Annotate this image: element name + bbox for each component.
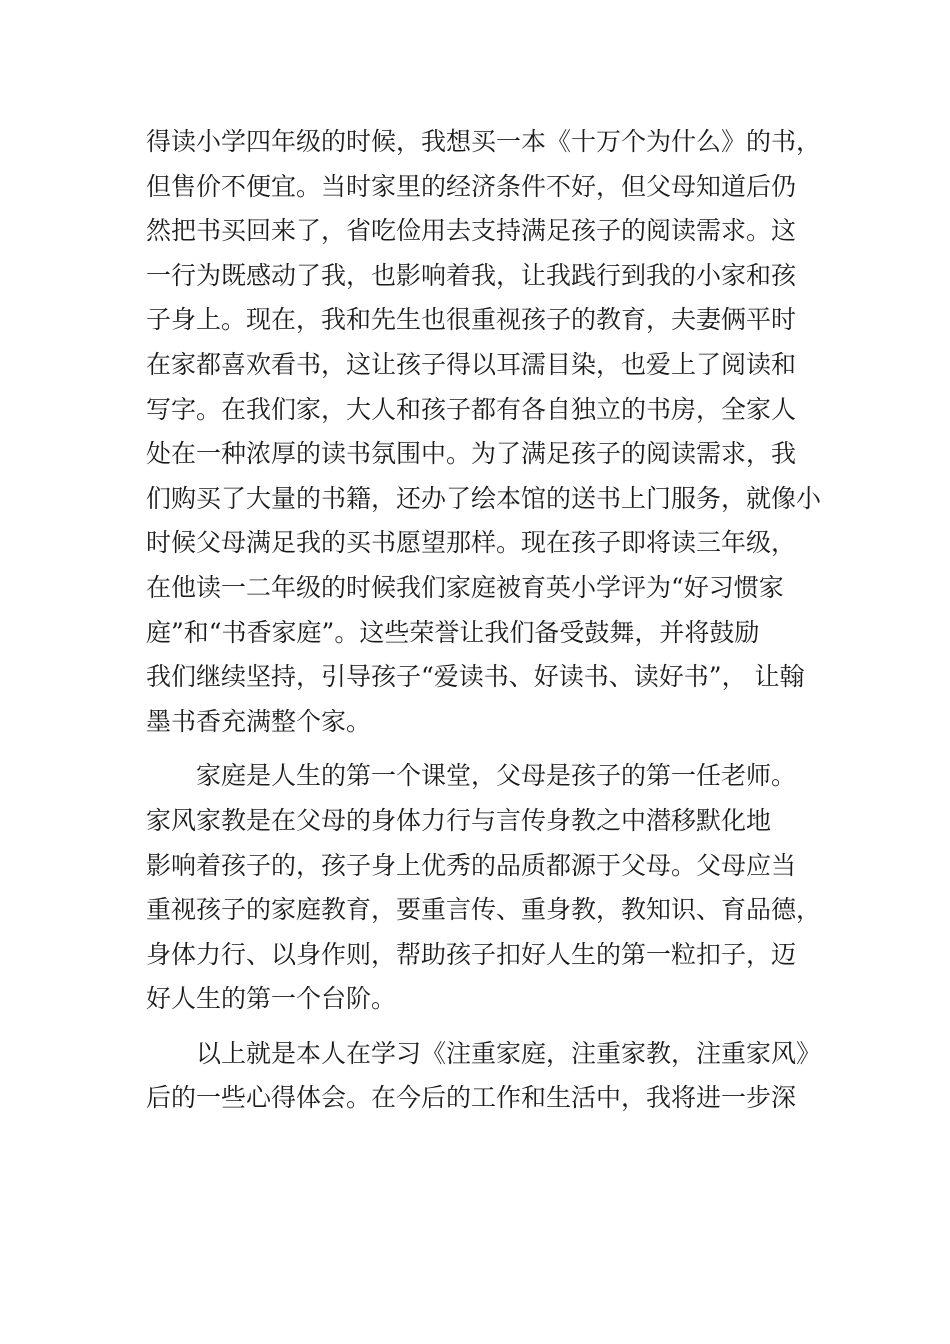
paragraph-line: 墨书香充满整个家。 bbox=[146, 706, 372, 736]
document-body bbox=[146, 120, 822, 1121]
paragraph-line: 写字。在我们家，大人和孩子都有各自独立的书房，全家人 bbox=[146, 394, 797, 424]
paragraph-line: 子身上。现在，我和先生也很重视孩子的教育，夫妻俩平时 bbox=[146, 305, 797, 335]
paragraph-line: 家风家教是在父母的身体力行与言传身教之中潜移默化地 bbox=[146, 805, 772, 835]
paragraph-2 bbox=[146, 754, 822, 1022]
paragraph-line: 好人生的第一个台阶。 bbox=[146, 984, 397, 1014]
paragraph-spacing bbox=[146, 1022, 822, 1032]
paragraph-line: 但售价不便宜。当时家里的经济条件不好，但父母知道后仍 bbox=[146, 171, 797, 201]
paragraph-line: 重视孩子的家庭教育，要重言传、重身教，教知识、育品德， bbox=[146, 895, 822, 925]
paragraph-spacing bbox=[146, 744, 822, 754]
paragraph-line: 身体力行、以身作则，帮助孩子扣好人生的第一粒扣子，迈 bbox=[146, 939, 797, 969]
paragraph-line: 我们继续坚持，引导孩子“爱读书、好读书、读好书”， 让翰 bbox=[146, 662, 805, 692]
paragraph-line: 一行为既感动了我，也影响着我，让我践行到我的小家和孩 bbox=[146, 260, 797, 290]
paragraph-line: 影响着孩子的，孩子身上优秀的品质都源于父母。父母应当 bbox=[146, 850, 797, 880]
paragraph-line: 得读小学四年级的时候，我想买一本《十万个为什么》的书， bbox=[146, 127, 822, 156]
paragraph-line: 在他读一二年级的时候我们家庭被育英小学评为“好习惯家 bbox=[146, 572, 784, 602]
paragraph-line: 时候父母满足我的买书愿望那样。现在孩子即将读三年级， bbox=[146, 528, 797, 558]
paragraph-first-line: 家庭是人生的第一个课堂，父母是孩子的第一任老师。 bbox=[196, 761, 797, 791]
paragraph-3 bbox=[146, 1032, 822, 1121]
paragraph-line: 处在一种浓厚的读书氛围中。为了满足孩子的阅读需求，我 bbox=[146, 439, 797, 469]
paragraph-line: 然把书买回来了，省吃俭用去支持满足孩子的阅读需求。这 bbox=[146, 216, 797, 246]
paragraph-line: 们购买了大量的书籍，还办了绘本馆的送书上门服务，就像小 bbox=[146, 483, 822, 513]
paragraph-line: 庭”和“书香家庭”。这些荣誉让我们备受鼓舞，并将鼓励 bbox=[146, 617, 760, 647]
paragraph-first-line: 以上就是本人在学习《注重家庭，注重家教，注重家风》 bbox=[196, 1038, 822, 1068]
paragraph-line: 在家都喜欢看书，这让孩子得以耳濡目染，也爱上了阅读和 bbox=[146, 349, 797, 379]
paragraph-line: 后的一些心得体会。在今后的工作和生活中，我将进一步深 bbox=[146, 1083, 797, 1113]
paragraph-1 bbox=[146, 120, 822, 744]
